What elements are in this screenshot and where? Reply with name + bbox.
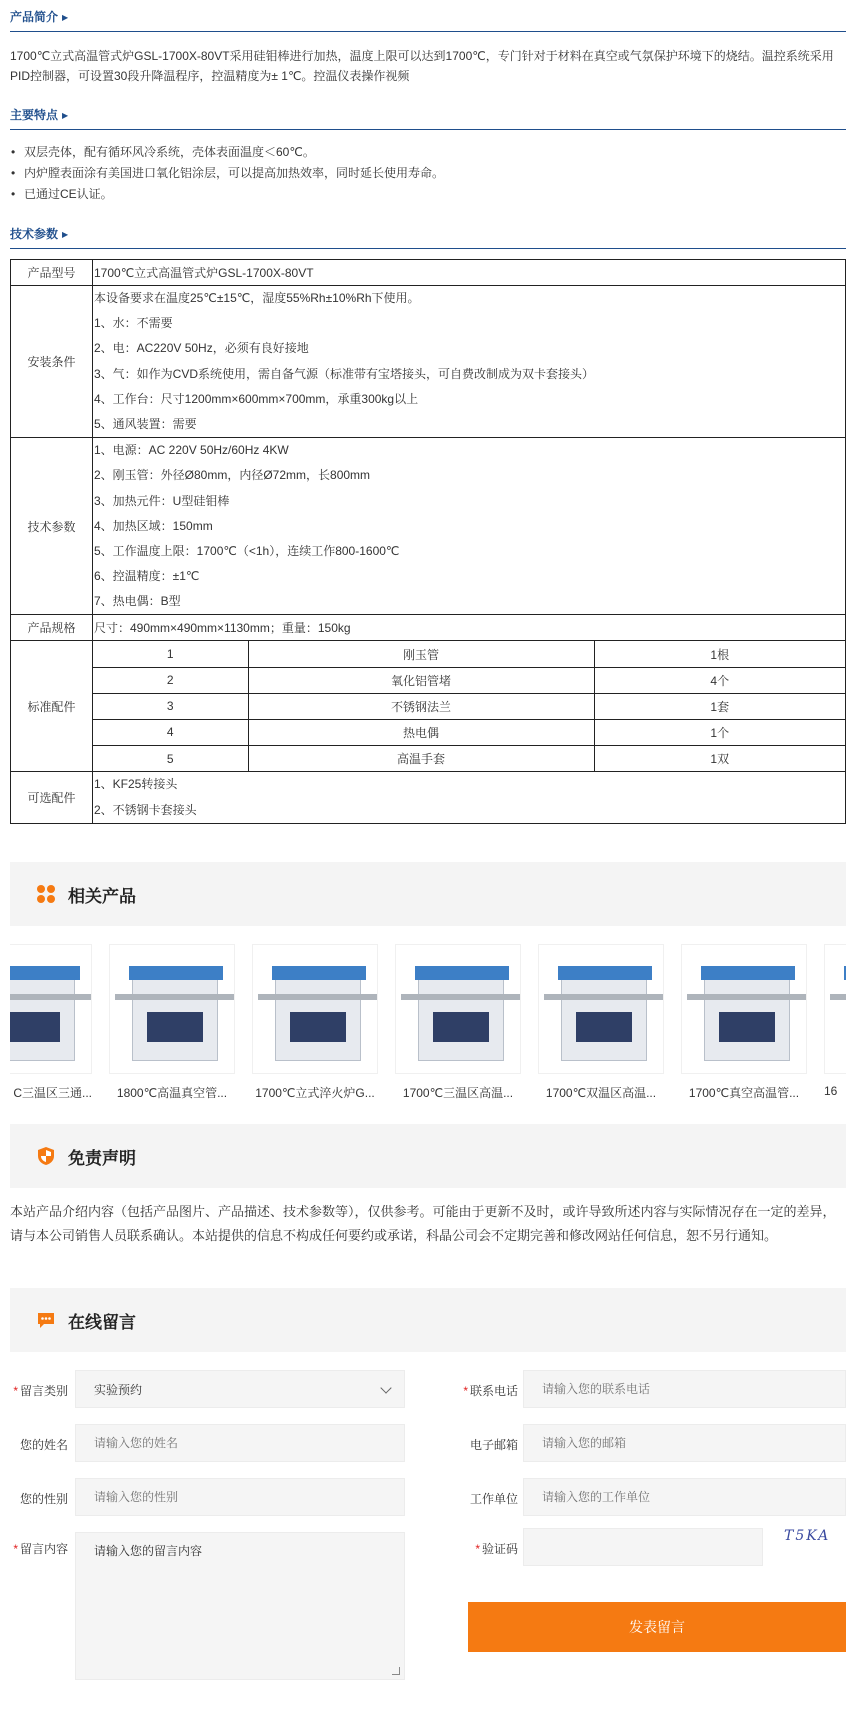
spec-value-lines: [93, 438, 846, 615]
accessory-name: 不锈钢法兰: [248, 693, 594, 719]
product-image[interactable]: [824, 944, 846, 1074]
spec-line: 2、电：AC220V 50Hz，必须有良好接地: [94, 341, 309, 356]
message-form: [10, 1368, 846, 1688]
spec-label: 标准配件: [11, 641, 93, 772]
resize-handle-icon[interactable]: [392, 1667, 400, 1675]
spec-label: 产品规格: [11, 615, 93, 641]
email-input[interactable]: [523, 1424, 846, 1462]
product-image[interactable]: [109, 944, 235, 1074]
spec-label: 安装条件: [11, 286, 93, 438]
spec-line: 1、KF25转接头: [94, 777, 178, 792]
accessory-name: 热电偶: [248, 719, 594, 745]
accessory-row: [93, 641, 845, 667]
accessory-no: 3: [93, 693, 248, 719]
spec-line: 3、加热元件：U型硅钼棒: [94, 493, 230, 508]
accessories-cell: [93, 641, 846, 772]
accessory-name: 刚玉管: [248, 641, 594, 667]
feature-list: [10, 130, 846, 217]
spec-line: 1、水：不需要: [94, 316, 173, 331]
spec-value: 1700℃立式高温管式炉GSL-1700X-80VT: [93, 260, 846, 286]
shield-icon: [36, 1146, 56, 1166]
phone-label: * 联系电话: [463, 1384, 518, 1398]
accessory-row: [93, 719, 845, 745]
accessory-no: 4: [93, 719, 248, 745]
spec-line: 5、工作温度上限：1700℃（<1h），连续工作800-1600℃: [94, 543, 400, 558]
accessories-table: [93, 641, 845, 771]
disclaimer-header: [10, 1124, 846, 1188]
content-textarea[interactable]: [75, 1532, 405, 1680]
section-features-title: 主要特点 ▶: [10, 106, 68, 123]
spec-line: 本设备要求在温度25℃±15℃，湿度55%Rh±10%Rh下使用。: [94, 291, 420, 305]
product-name[interactable]: 1700℃立式淬火炉G...: [255, 1086, 375, 1100]
related-products-title: 相关产品: [68, 887, 136, 906]
product-card[interactable]: [109, 944, 235, 1101]
product-card[interactable]: [538, 944, 664, 1101]
name-input[interactable]: [75, 1424, 405, 1462]
accessory-no: 2: [93, 667, 248, 693]
spec-line: 4、加热区域：150mm: [94, 518, 213, 533]
product-image[interactable]: [10, 944, 92, 1074]
related-products-header: [10, 862, 846, 926]
spec-table: [10, 259, 846, 824]
section-spec-title: 技术参数 ▶: [10, 225, 68, 242]
captcha-input[interactable]: [523, 1528, 763, 1566]
spec-row-model: [11, 260, 846, 286]
required-mark: *: [463, 1384, 468, 1398]
message-title: 在线留言: [68, 1313, 136, 1332]
feature-item: • 内炉膛表面涂有美国进口氧化铝涂层，可以提高加热效率，同时延长使用寿命。: [10, 163, 846, 184]
product-name[interactable]: 1700℃真空高温管...: [688, 1086, 800, 1100]
required-mark: *: [13, 1542, 18, 1556]
spec-value-lines: [93, 286, 846, 438]
related-products-carousel[interactable]: [10, 944, 846, 1104]
product-name[interactable]: 1800℃高温真空管...: [116, 1086, 228, 1100]
required-mark: *: [475, 1542, 480, 1556]
accessory-name: 高温手套: [248, 745, 594, 771]
feature-item: • 已通过CE认证。: [10, 184, 846, 205]
product-image[interactable]: [395, 944, 521, 1074]
product-card[interactable]: [681, 944, 807, 1101]
product-image[interactable]: [538, 944, 664, 1074]
accessory-qty: 4个: [594, 667, 845, 693]
accessory-no: 5: [93, 745, 248, 771]
accessory-qty: 1根: [594, 641, 845, 667]
spec-line: 4、工作台：尺寸1200mm×600mm×700mm，承重300kg以上: [94, 391, 419, 406]
message-header: [10, 1288, 846, 1352]
content-label: * 留言内容: [13, 1542, 68, 1556]
phone-input[interactable]: [523, 1370, 846, 1408]
section-intro-header: [10, 0, 846, 32]
captcha-image[interactable]: T5KA: [784, 1528, 831, 1544]
submit-button[interactable]: 发表留言: [468, 1602, 846, 1652]
spec-line: 5、通风装置：需要: [94, 416, 197, 431]
accessory-qty: 1双: [710, 752, 730, 767]
product-card[interactable]: [395, 944, 521, 1101]
category-label: * 留言类别: [13, 1384, 68, 1398]
product-card[interactable]: [10, 944, 92, 1101]
section-features-header: [10, 98, 846, 130]
gender-input[interactable]: [75, 1478, 405, 1516]
product-image[interactable]: [252, 944, 378, 1074]
spec-row-optional: [11, 772, 846, 823]
spec-row-size: [11, 615, 846, 641]
accessory-qty: 1个: [594, 719, 845, 745]
spec-row-accessories: [11, 641, 846, 772]
product-name[interactable]: 1700℃三温区高温...: [402, 1086, 514, 1100]
spec-line: 2、不锈钢卡套接头: [94, 802, 197, 817]
spec-line: 7、热电偶：B型: [94, 594, 181, 609]
product-card[interactable]: [824, 944, 846, 1098]
name-label: 您的姓名: [19, 1438, 68, 1452]
intro-text: 1700℃立式高温管式炉GSL-1700X-80VT采用硅钼棒进行加热，温度上限可以达到1700℃，专门针对于材料在真空或气氛保护环境下的烧结。温控系统采用PID控制器，可设置30段升降温程序，控温精度为± 1℃。控温仪表操作视频: [10, 49, 834, 83]
required-mark: *: [13, 1384, 18, 1398]
grid-icon: [36, 884, 56, 904]
company-label: 工作单位: [469, 1492, 518, 1506]
content-placeholder: 请输入您的留言内容: [94, 1544, 203, 1558]
spec-label: 可选配件: [11, 772, 93, 823]
product-name[interactable]: C三温区三通...: [13, 1086, 92, 1100]
section-spec-header: [10, 217, 846, 249]
accessory-row: [93, 745, 845, 771]
product-name[interactable]: 1700℃双温区高温...: [545, 1086, 657, 1100]
accessory-row: [93, 693, 845, 719]
spec-value-lines: [93, 772, 846, 823]
feature-item: • 双层壳体，配有循环风冷系统，壳体表面温度＜60℃。: [10, 142, 846, 163]
disclaimer-text: 本站产品介绍内容（包括产品图片、产品描述、技术参数等），仅供参考。可能由于更新不及时，或许导致所述内容与实际情况存在一定的差异，请与本公司销售人员联系确认。本站提供的信息不构成任何要约或承诺，科晶公司会不定期完善和修改网站任何信息，恕不另行通知。: [10, 1204, 836, 1243]
email-label: 电子邮箱: [469, 1438, 518, 1452]
accessory-no: 1: [93, 641, 248, 667]
product-image[interactable]: [681, 944, 807, 1074]
company-input[interactable]: [523, 1478, 846, 1516]
spec-value: 尺寸：490mm×490mm×1130mm；重量：150kg: [93, 615, 846, 641]
category-select[interactable]: [75, 1370, 405, 1408]
spec-line: 1、电源：AC 220V 50Hz/60Hz 4KW: [94, 443, 289, 458]
accessory-qty: 1套: [594, 693, 845, 719]
spec-label: 产品型号: [11, 260, 93, 286]
spec-label: 技术参数: [11, 438, 93, 615]
captcha-label: * 验证码: [475, 1542, 518, 1556]
disclaimer-title: 免责声明: [68, 1149, 136, 1168]
chevron-down-icon: [380, 1382, 391, 1393]
chat-bubble-icon: [36, 1310, 56, 1330]
gender-label: 您的性别: [19, 1492, 68, 1506]
spec-line: 2、刚玉管：外径Ø80mm，内径Ø72mm，长800mm: [94, 468, 371, 483]
section-intro-title: 产品简介 ▶: [10, 8, 68, 25]
product-name[interactable]: 16: [824, 1084, 838, 1098]
accessory-name: 氧化铝管堵: [248, 667, 594, 693]
category-selected-value: 实验预约: [94, 1383, 143, 1397]
accessory-row: [93, 667, 845, 693]
spec-line: 3、气：如作为CVD系统使用，需自备气源（标准带有宝塔接头，可自费改制成为双卡套接头）: [94, 366, 595, 381]
spec-line: 6、控温精度：±1℃: [94, 569, 200, 584]
product-card[interactable]: [252, 944, 378, 1101]
spec-row-tech: [11, 438, 846, 615]
spec-row-install: [11, 286, 846, 438]
